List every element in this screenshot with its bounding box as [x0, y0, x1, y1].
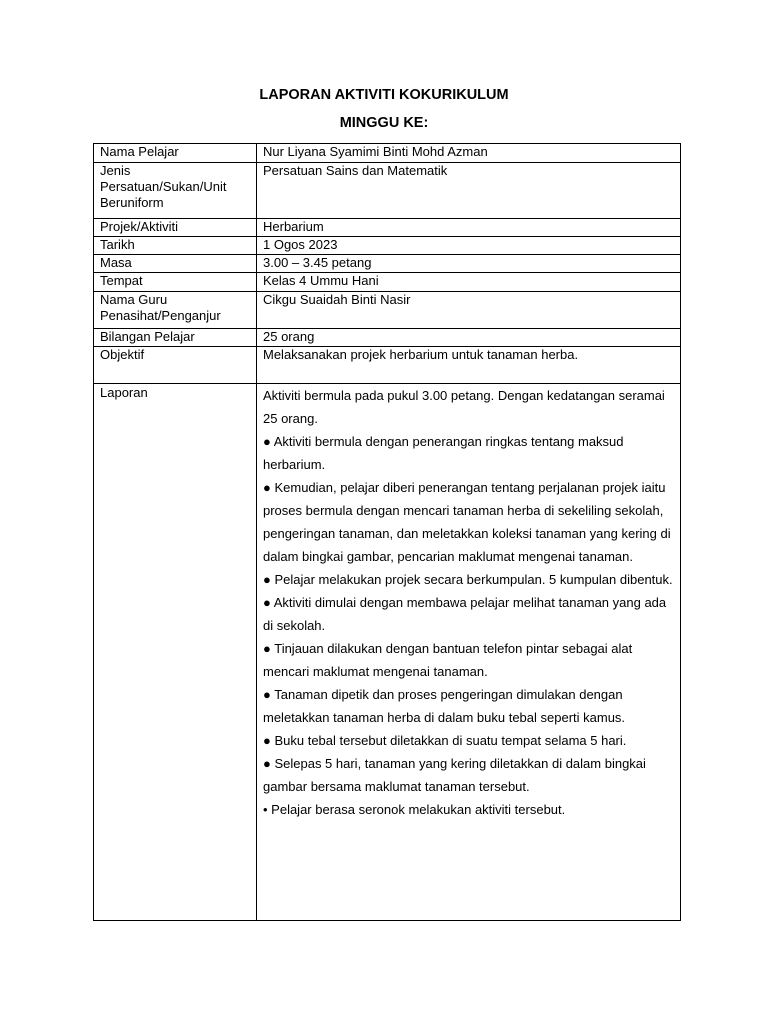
report-body	[257, 384, 681, 921]
row-label: Jenis Persatuan/Sukan/Unit Beruniform	[94, 163, 257, 219]
week-label: MINGGU KE:	[339, 115, 429, 131]
table-row	[94, 329, 681, 347]
row-value: Herbarium	[257, 219, 681, 237]
table-row	[94, 347, 681, 384]
table-row	[94, 255, 681, 273]
report-paragraph: ● Aktiviti dimulai dengan membawa pelajar melihat tanaman yang ada di sekolah.	[263, 595, 667, 633]
row-label: Masa	[94, 255, 257, 273]
report-paragraph: ● Pelajar melakukan projek secara berkumpulan. 5 kumpulan dibentuk.	[263, 572, 673, 587]
row-label: Nama Guru Penasihat/Penganjur	[94, 292, 257, 329]
report-paragraph: ● Tinjauan dilakukan dengan bantuan telefon pintar sebagai alat mencari maklumat mengenai tanaman.	[263, 641, 633, 679]
row-label: Bilangan Pelajar	[94, 329, 257, 347]
report-title: LAPORAN AKTIVITI KOKURIKULUM	[259, 87, 509, 103]
report-paragraph: ● Kemudian, pelajar diberi penerangan tentang perjalanan projek iaitu proses bermula dengan mencari tanaman herba di sekeliling sekolah, pengeringan tanaman, dan meletakkan koleksi tanaman yang kering di dalam bingkai gambar, pencarian maklumat mengenai tanaman.	[263, 480, 671, 564]
row-label: Nama Pelajar	[94, 144, 257, 163]
row-label: Projek/Aktiviti	[94, 219, 257, 237]
table-row	[94, 237, 681, 255]
report-paragraph: • Pelajar berasa seronok melakukan aktiviti tersebut.	[263, 802, 566, 817]
table-row	[94, 144, 681, 163]
activity-table	[93, 143, 681, 921]
row-label: Objektif	[94, 347, 257, 384]
row-value: Cikgu Suaidah Binti Nasir	[257, 292, 681, 329]
report-paragraph: ● Aktiviti bermula dengan penerangan ringkas tentang maksud herbarium.	[263, 434, 624, 472]
row-value: Nur Liyana Syamimi Binti Mohd Azman	[257, 144, 681, 163]
table-row	[94, 384, 681, 921]
row-value: Kelas 4 Ummu Hani	[257, 273, 681, 292]
row-value: 3.00 – 3.45 petang	[257, 255, 681, 273]
row-label: Tempat	[94, 273, 257, 292]
table-row	[94, 292, 681, 329]
table-row	[94, 273, 681, 292]
row-label: Tarikh	[94, 237, 257, 255]
report-paragraph: ● Buku tebal tersebut diletakkan di suatu tempat selama 5 hari.	[263, 733, 627, 748]
row-value: Persatuan Sains dan Matematik	[257, 163, 681, 219]
table-row	[94, 219, 681, 237]
row-label: Laporan	[94, 384, 257, 921]
row-value: Melaksanakan projek herbarium untuk tanaman herba.	[257, 347, 681, 384]
report-paragraph: ● Selepas 5 hari, tanaman yang kering diletakkan di dalam bingkai gambar bersama maklumat tanaman tersebut.	[263, 756, 646, 794]
row-value: 25 orang	[257, 329, 681, 347]
row-value: 1 Ogos 2023	[257, 237, 681, 255]
report-paragraph: ● Tanaman dipetik dan proses pengeringan dimulakan dengan meletakkan tanaman herba di dalam buku tebal seperti kamus.	[263, 687, 626, 725]
report-paragraph: Aktiviti bermula pada pukul 3.00 petang. Dengan kedatangan seramai 25 orang.	[263, 388, 665, 426]
table-row	[94, 163, 681, 219]
